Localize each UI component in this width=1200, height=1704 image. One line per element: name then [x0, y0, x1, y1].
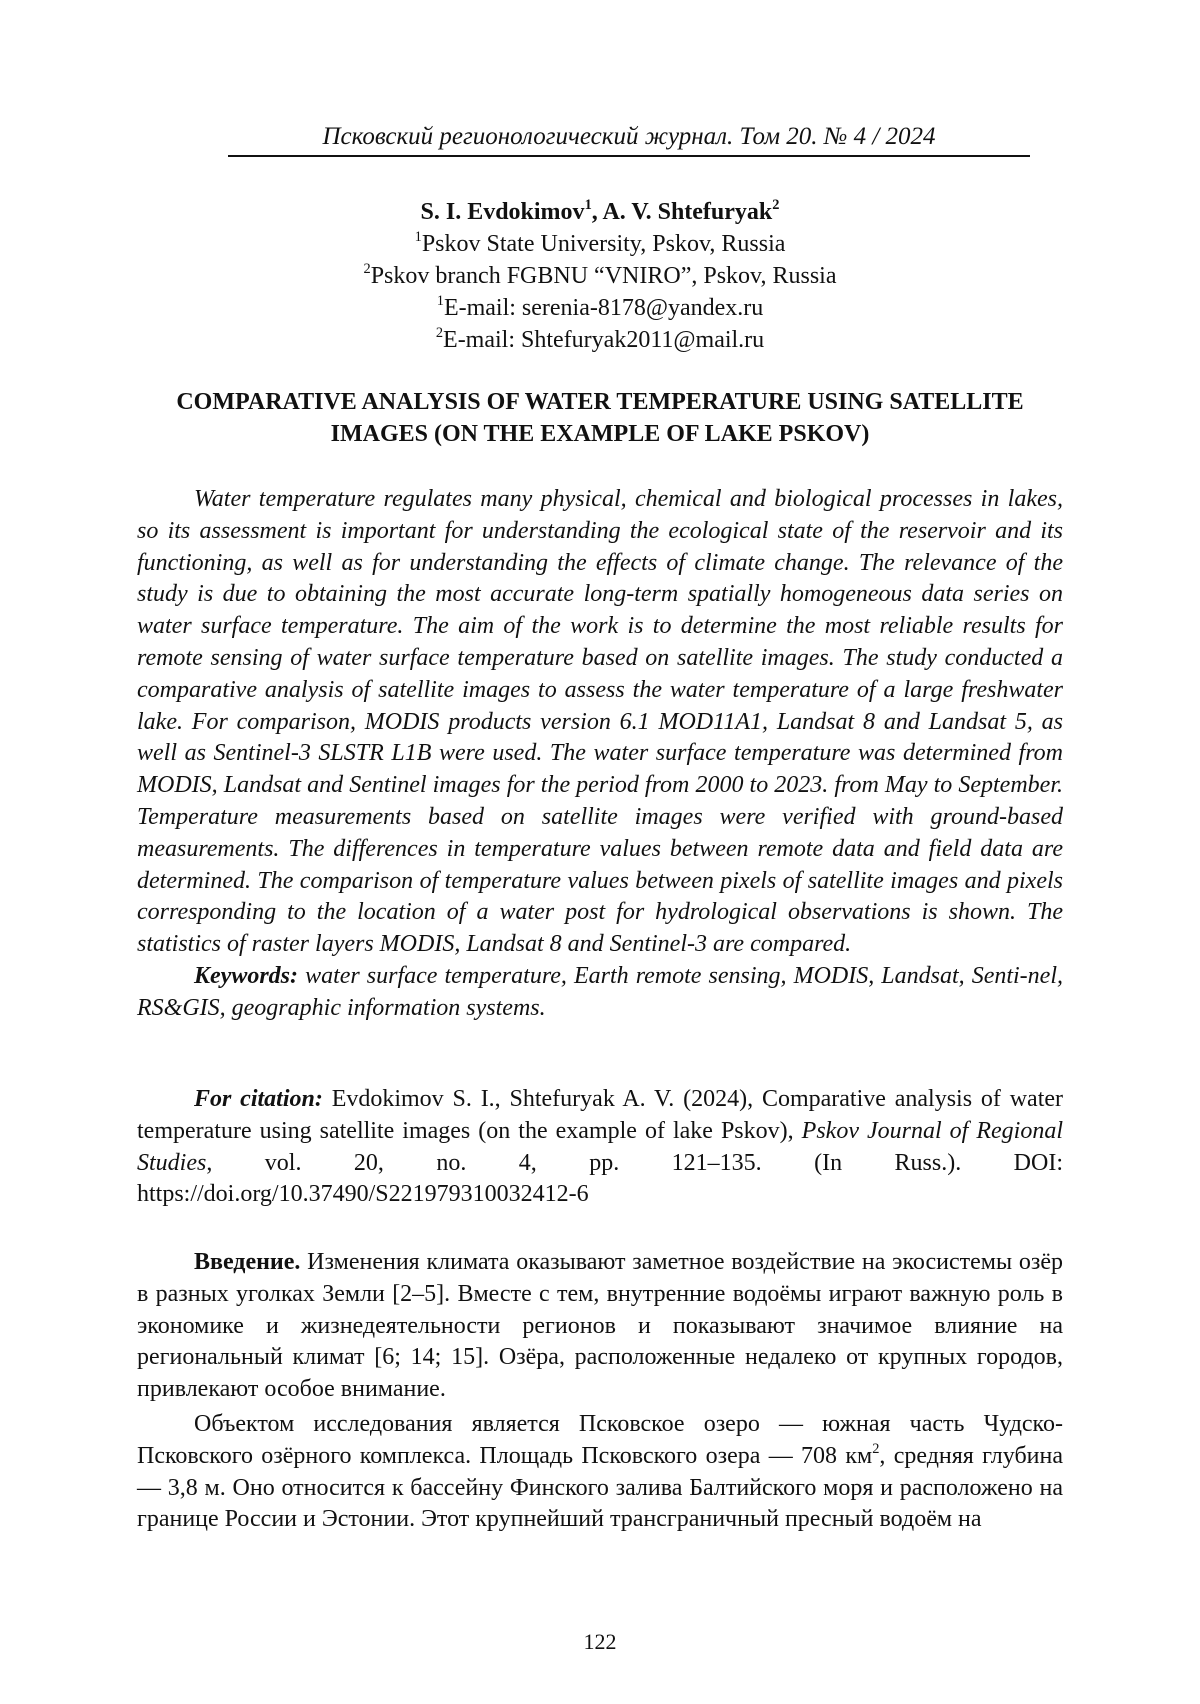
citation-text-before: Evdokimov S. I., Shtefuryak A. V. (2024), Comparative analysis of water temperature using satellite images (on the example of lake Pskov), — [137, 1086, 1063, 1144]
email-2 — [200, 324, 1000, 356]
keywords-label: Keywords: — [194, 963, 298, 989]
affiliation-2-text: Pskov branch FGBNU “VNIRO”, Pskov, Russia — [371, 263, 837, 289]
affiliation-2 — [200, 260, 1000, 292]
intro-text: Изменения климата оказывают заметное воздействие на экосистемы озёр в разных уголках Земли [2–5]. Вместе с тем, внутренние водоёмы играют важную роль в экономике и жизнедеятельности регионов и показывают значимое влияние на региональный климат [6; 14; 15]. Озёра, расположенные недалеко от крупных городов, привлекают особое внимание. — [137, 1249, 1063, 1402]
page-number: 122 — [560, 1627, 640, 1657]
email-1 — [200, 292, 1000, 324]
author-names: S. I. Evdokimov1, A. V. Shtefuryak2 — [200, 196, 1000, 228]
email-2-sup: 2 — [436, 325, 443, 341]
para2-before: Объектом исследования является Псковское озеро — южная часть Чудско-Псковского озёрного комплекса. Площадь Псковского озера — 708 км — [137, 1411, 1063, 1469]
author-1-sup: 1 — [585, 197, 592, 213]
email-1-text: E-mail: serenia-8178@yandex.ru — [444, 295, 763, 321]
intro-label: Введение. — [194, 1249, 300, 1275]
intro-paragraph — [137, 1247, 1063, 1406]
citation-text-after: , vol. 20, no. 4, pp. 121–135. (In Russ.). DOI: https://doi.org/10.37490/S221979310032412-6 — [137, 1150, 1063, 1208]
authors-block — [200, 196, 1000, 356]
affiliation-1-sup: 1 — [415, 229, 422, 245]
abstract-text: Water temperature regulates many physical, chemical and biological processes in lakes, so its assessment is important for understanding the ecological state of the reservoir and its functioning, as well as for understanding the effects of climate change. The relevance of the study is due to obtaining the most accurate long-term spatially homogeneous data series on water surface temperature. The aim of the work is to determine the most reliable results for remote sensing of water surface temperature based on satellite images. The study conducted a comparative analysis of satellite images to assess the water temperature of a large freshwater lake. For comparison, MODIS products version 6.1 MOD11A1, Landsat 8 and Landsat 5, as well as Sentinel-3 SLSTR L1B were used. The water surface temperature was determined from MODIS, Landsat and Sentinel images for the period from 2000 to 2023. from May to September. Temperature measurements based on satellite images were verified with ground-based measurements. The differences in temperature values between remote data and field data are determined. The comparison of temperature values between pixels of satellite images and pixels corresponding to the location of a water post for hydrological observations is shown. The statistics of raster layers MODIS, Landsat 8 and Sentinel-3 are compared. — [137, 484, 1063, 961]
para2-after: , средняя глубина — 3,8 м. Оно относится к бассейну Финского залива Балтийского моря и расположено на границе России и Эстонии. Этот крупнейший трансграничный пресный водоём на — [137, 1443, 1063, 1533]
email-2-text: E-mail: Shtefuryak2011@mail.ru — [443, 327, 764, 353]
email-1-sup: 1 — [437, 293, 444, 309]
affiliation-1 — [200, 228, 1000, 260]
keywords — [137, 961, 1063, 1025]
keywords-text: water surface temperature, Earth remote sensing, MODIS, Landsat, Senti-nel, RS&GIS, geographic information systems. — [137, 963, 1063, 1021]
title-line-2: IMAGES (ON THE EXAMPLE OF LAKE PSKOV) — [140, 418, 1060, 450]
study-object-paragraph — [137, 1409, 1063, 1536]
article-title — [140, 386, 1060, 450]
affiliation-1-text: Pskov State University, Pskov, Russia — [422, 231, 786, 257]
author-2-sup: 2 — [772, 197, 779, 213]
citation-label: For citation: — [194, 1086, 323, 1112]
citation-paragraph — [137, 1084, 1063, 1211]
citation-block — [137, 1084, 1063, 1211]
body-text — [137, 1247, 1063, 1539]
citation-journal: Pskov Journal of Regional Studies — [137, 1118, 1063, 1176]
running-head: Псковский регионологический журнал. Том 20. № 4 / 2024 — [229, 120, 1029, 154]
journal-page — [0, 0, 1200, 1704]
abstract — [137, 484, 1063, 1025]
author-2-name: A. V. Shtefuryak — [602, 199, 772, 225]
header-rule — [228, 155, 1030, 157]
title-line-1: COMPARATIVE ANALYSIS OF WATER TEMPERATURE USING SATELLITE — [140, 386, 1060, 418]
area-unit-sup: 2 — [872, 1441, 879, 1457]
affiliation-2-sup: 2 — [364, 261, 371, 277]
author-1-name: S. I. Evdokimov — [421, 199, 585, 225]
